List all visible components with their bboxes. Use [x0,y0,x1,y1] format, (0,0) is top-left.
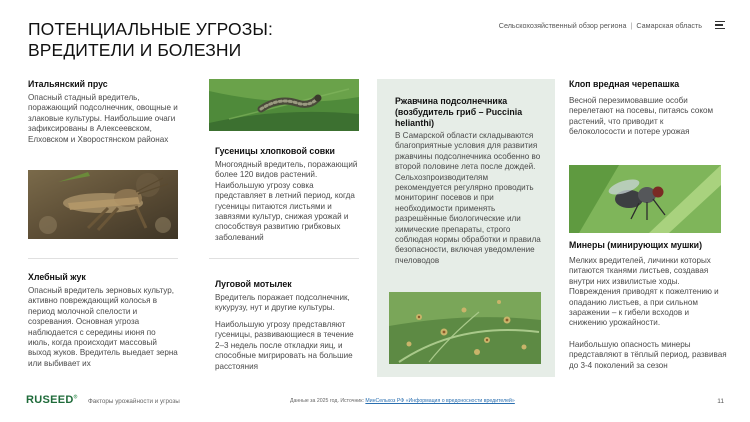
card-motylek-text1: Вредитель поражает подсолнечник, кукурузу, нут и другие культуры. [215,293,350,313]
footer-source [290,398,515,404]
page-title-line2: ВРЕДИТЕЛИ И БОЛЕЗНИ [28,40,242,60]
card-zhuk-title: Хлебный жук [28,272,86,282]
card-sovka-title: Гусеницы хлопковой совки [215,146,335,156]
card-minery-title: Минеры (минирующих мушки) [569,240,703,250]
card-minery-text2: Наибольшую опасность минеры представляют в тёплый период, развивая до 3-4 поколений за сезон [569,340,727,370]
breadcrumb-region[interactable]: Самарская область [636,21,702,30]
card-motylek-text2: Наибольшую угрозу представляют гусеницы, развивающиеся в течение 2–3 недель после откладки яиц, и способные мигрировать на большие расстояния [215,320,354,371]
page-title [28,19,328,61]
card-rzhavchina-text: В Самарской области складываются благоприятные условия для развития ржавчины подсолнечника особенно во второй половине лета после дождей. Сельхозпроизводителям рекомендуется регулярно проводить мониторинг посевов и при необходимости применять разрешённые биологические или химические препараты, строго соблюдая нормы обработки и правила безопасности, включая уведомление пчеловодов [395,131,541,265]
footer-source-link[interactable]: МинСельхоз РФ «Информация о вредоносности вредителей» [365,398,515,404]
column1-divider [28,258,178,259]
card-klop-text: Весной перезимовавшие особи перелетают на посевы, питаясь соком растений, что приводит к белоколосости и потере урожая [569,96,714,137]
card-zhuk-text: Опасный вредитель зерновых культур, активно повреждающий колосья в период молочной спелости и созревания. Основная угроза наблюдается с середины июня по июль, когда происходит массовый выход жуков. Вредитель выедает зерна или выбивает их [28,286,178,368]
card-prus-title: Итальянский прус [28,79,108,89]
breadcrumb: Сельскохозяйственный обзор региона | Самарская область [498,21,702,30]
card-rzhavchina-title: Ржавчина подсолнечника (возбудитель гриб – Puccinia helianthi) [395,96,523,128]
card-minery-text1: Мелких вредителей, личинки которых питаются тканями листьев, создавая внутри них извилистые ходы. Повреждения приводят к пожелтению и опаданию листьев, а при сильном заражении – к гибели всходов и снижению урожайности. [569,256,719,328]
caterpillar-photo [209,79,359,131]
logo-text: RUSEED [26,394,74,406]
ruseed-logo[interactable] [26,394,78,406]
card-prus-text: Опасный стадный вредитель, поражающий подсолнечник, овощные и злаковые культуры. Наибольшие очаги зафиксированы в Алексеевском, Елховском и Хворостянском районах [28,93,178,144]
logo-registered-mark: ® [73,394,78,401]
card-klop-title: Клоп вредная черепашка [569,79,680,89]
breadcrumb-section[interactable]: Сельскохозяйственный обзор региона [498,21,627,30]
locust-photo [28,170,178,239]
card-sovka-text: Многоядный вредитель, поражающий более 120 видов растений. Наибольшую угрозу совка представляет в летний период, когда гусеницы питаются листьями и завязями культур, снижая урожай и способствуя развитию грибковых заболеваний [215,160,358,242]
hamburger-menu-icon[interactable] [715,21,725,29]
footer-source-prefix: Данные за 2025 год. Источник: [290,398,364,404]
column2-divider [209,258,359,259]
page-number: 11 [717,398,724,405]
fly-photo [569,165,721,233]
page-title-line1: ПОТЕНЦИАЛЬНЫЕ УГРОЗЫ: [28,19,273,39]
card-motylek-title: Луговой мотылек [215,279,292,289]
rust-leaf-photo [389,292,541,364]
footer-section-label: Факторы урожайности и угрозы [88,398,180,405]
